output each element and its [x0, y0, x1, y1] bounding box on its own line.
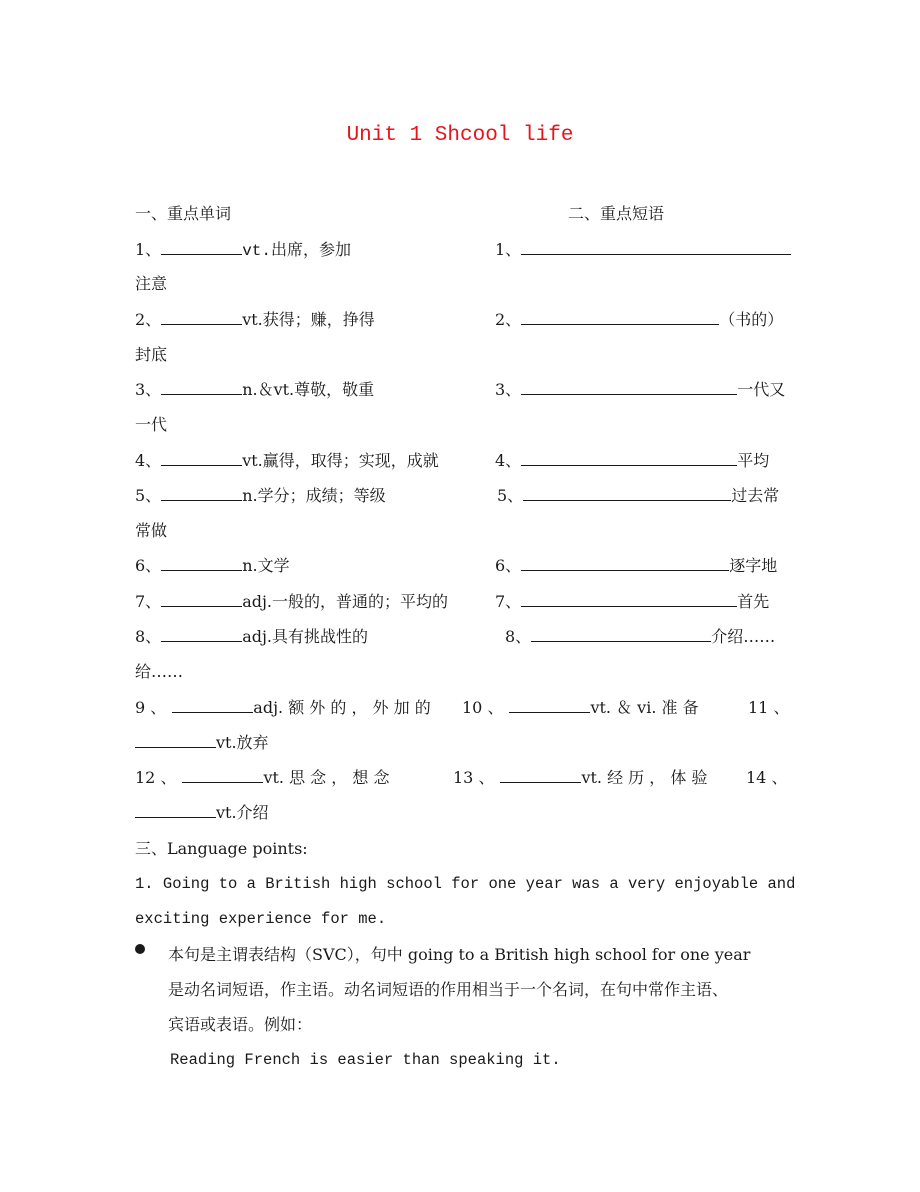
section1-heading: 一、重点单词	[135, 204, 232, 223]
word-item-9: 9 、 adj. 额 外 的 ， 外 加 的	[135, 698, 431, 717]
word-item-7: 7、 adj.一般的，普通的；平均的	[135, 592, 449, 611]
word-item-8: 8、 adj.具有挑战性的	[135, 627, 369, 646]
explanation-line1: 本句是主谓表结构（SVC），句中 going to a British high school for one year	[168, 945, 751, 964]
answer-blank[interactable]	[509, 698, 590, 713]
section2-heading: 二、重点短语	[568, 204, 665, 223]
phrase-item-7: 7、 首先	[495, 592, 770, 611]
answer-blank[interactable]	[531, 627, 711, 642]
word-item-13: 13 、 vt. 经 历 ， 体 验	[453, 768, 708, 787]
answer-blank[interactable]	[161, 240, 242, 255]
word-item-3-continuation: 一代	[135, 415, 168, 434]
answer-blank[interactable]	[161, 592, 242, 607]
answer-blank[interactable]	[521, 451, 737, 466]
point1-line1: 1. Going to a British high school for one year was a very enjoyable and	[135, 875, 796, 893]
point1-line2: exciting experience for me.	[135, 910, 387, 928]
answer-blank[interactable]	[135, 803, 216, 818]
word-item-5-continuation: 常做	[135, 521, 168, 540]
word-item-11: vt.放弃	[135, 732, 269, 754]
word-item-12: 12 、 vt. 思 念 ， 想 念	[135, 768, 390, 787]
answer-blank[interactable]	[523, 486, 731, 501]
example-sentence: Reading French is easier than speaking it.	[170, 1051, 561, 1069]
phrase-item-6: 6、 逐字地	[495, 556, 778, 575]
answer-blank[interactable]	[521, 556, 729, 571]
section3-heading: 三、Language points:	[135, 839, 308, 858]
answer-blank[interactable]	[161, 310, 242, 325]
explanation-line2: 是动名词短语，作主语。动名词短语的作用相当于一个名词，在句中常作主语、	[168, 980, 729, 999]
phrase-item-5: 5、 过去常	[497, 486, 780, 505]
answer-blank[interactable]	[161, 556, 242, 571]
explanation-line3: 宾语或表语。例如：	[168, 1015, 313, 1034]
answer-blank[interactable]	[161, 451, 242, 466]
word-item-1: 1、 vt.出席，参加	[135, 240, 351, 260]
answer-blank[interactable]	[521, 592, 737, 607]
word-item-11-number: 11 、	[748, 698, 790, 717]
answer-blank[interactable]	[172, 698, 253, 713]
answer-blank[interactable]	[135, 733, 216, 748]
word-item-1-continuation: 注意	[135, 274, 168, 293]
answer-blank[interactable]	[182, 768, 263, 783]
answer-blank[interactable]	[521, 380, 737, 395]
word-item-6: 6、 n.文学	[135, 556, 290, 575]
document-title: Unit 1 Shcool life	[346, 124, 574, 147]
phrase-item-2: 2、 （书的）	[495, 310, 784, 329]
answer-blank[interactable]	[521, 240, 791, 255]
phrase-item-4: 4、 平均	[495, 451, 770, 470]
answer-blank[interactable]	[161, 486, 242, 501]
word-item-14-number: 14 、	[746, 768, 788, 787]
answer-blank[interactable]	[161, 627, 242, 642]
answer-blank[interactable]	[161, 380, 242, 395]
phrase-item-1: 1、	[495, 239, 791, 261]
answer-blank[interactable]	[500, 768, 581, 783]
bullet-icon	[135, 944, 145, 954]
word-item-5: 5、 n.学分；成绩；等级	[135, 486, 386, 505]
answer-blank[interactable]	[521, 310, 719, 325]
word-item-2-continuation: 封底	[135, 345, 168, 364]
word-item-8-continuation: 给……	[135, 662, 184, 681]
word-item-4: 4、 vt.赢得，取得；实现，成就	[135, 451, 439, 470]
word-item-2: 2、 vt.获得；赚，挣得	[135, 310, 375, 329]
phrase-item-8: 8、 介绍……	[505, 627, 776, 646]
phrase-item-3: 3、 一代又	[495, 380, 786, 399]
word-item-10: 10 、 vt. ＆ vi. 准 备	[462, 698, 699, 717]
word-item-3: 3、 n.＆vt.尊敬，敬重	[135, 380, 375, 399]
word-item-14: vt.介绍	[135, 802, 269, 824]
